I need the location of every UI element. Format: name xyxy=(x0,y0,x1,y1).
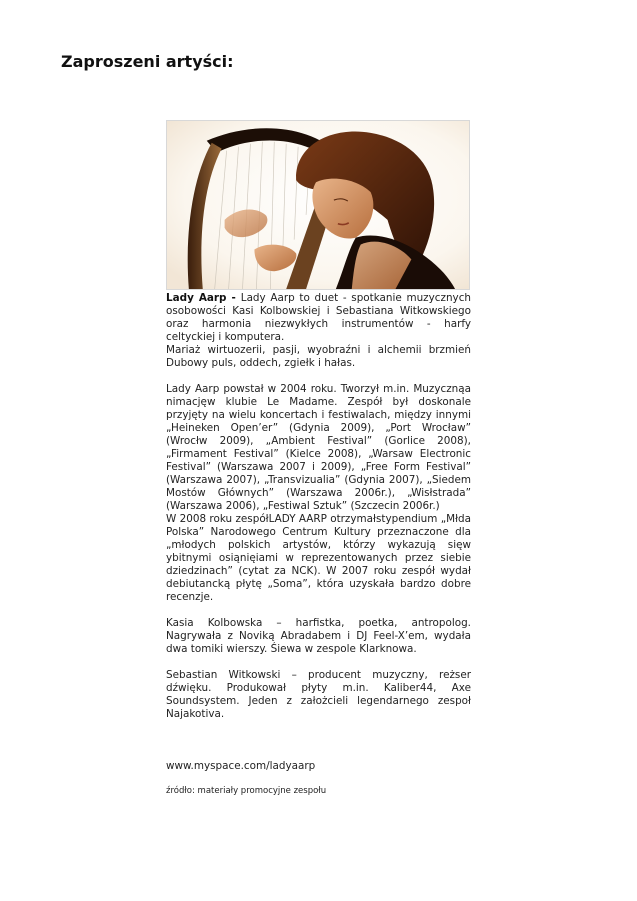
history-paragraph-2: W 2008 roku zespółLADY AARP otrzymałstypendium „Młda Polska” Narodowego Centrum Kultury przeznaczone dla „młodych polskich artystów, którzy wykazują sięw ybitnymi osiąnięiami w reprezentowanych przez siebie dziedzinach” (cytat za NCK). W 2007 roku zespół wydał debiutancką płytę „Soma”, która uzyskała bardzo dobre recenzje. xyxy=(166,513,471,603)
kasia-paragraph: Kasia Kolbowska – harfistka, poetka, antropolog. Nagrywała z Noviką Abradabem i DJ Feel-X’em, wydała dwa tomiki wierszy. Śiewa w zespole Klarknowa. xyxy=(166,617,471,655)
intro-paragraph xyxy=(166,292,471,344)
harpist-photo-icon xyxy=(167,121,469,289)
source-note: źródło: materiały promocyjne zespołu xyxy=(166,786,327,796)
sebastian-paragraph: Sebastian Witkowski – producent muzyczny, reżser dźwięku. Produkował płyty m.in. Kaliber44, Axe Soundsystem. Jeden z założcieli legendarnego zespoł Najakotiva. xyxy=(166,669,471,720)
myspace-link[interactable]: www.myspace.com/ladyaarp xyxy=(166,760,316,772)
history-paragraph-1: Lady Aarp powstał w 2004 roku. Tworzył m.in. Muzycznąa nimacjęw klubie Le Madame. Zespół był doskonale przyjęty na wielu koncertach i festiwalach, między innymi „Heineken Open’er” (Gdynia 2009), „Port Wrocław” (Wrocłw 2009), „Ambient Festival” (Gorlice 2008), „Firmament Festival” (Kielce 2008), „Warsaw Electronic Festival” (Warszawa 2007 i 2009), „Free Form Festival” (Warszawa 2007), „Transvizualia” (Gdynia 2007), „Siedem Mostów Głównych” (Warszawa 2006r.), „Wisłstrada” (Warszawa 2006), „Festiwal Sztuk” (Szczecin 2006r.) xyxy=(166,383,471,512)
artist-description xyxy=(166,292,471,721)
harpist-photo xyxy=(166,120,470,290)
tagline-paragraph: Mariaż wirtuozerii, pasji, wyobraźni i alchemii brzmień Dubowy puls, oddech, zgiełk i hałas. xyxy=(166,344,471,369)
intro-text: Lady Aarp to duet - spotkanie muzycznych osobowości Kasi Kolbowskiej i Sebastiana Witkowskiego oraz harmonia niezwykłych instrumentów - harfy celtyckiej i komputera. xyxy=(166,292,471,343)
page-title: Zaproszeni artyści: xyxy=(61,52,234,71)
artist-name: Lady Aarp - xyxy=(166,292,241,304)
